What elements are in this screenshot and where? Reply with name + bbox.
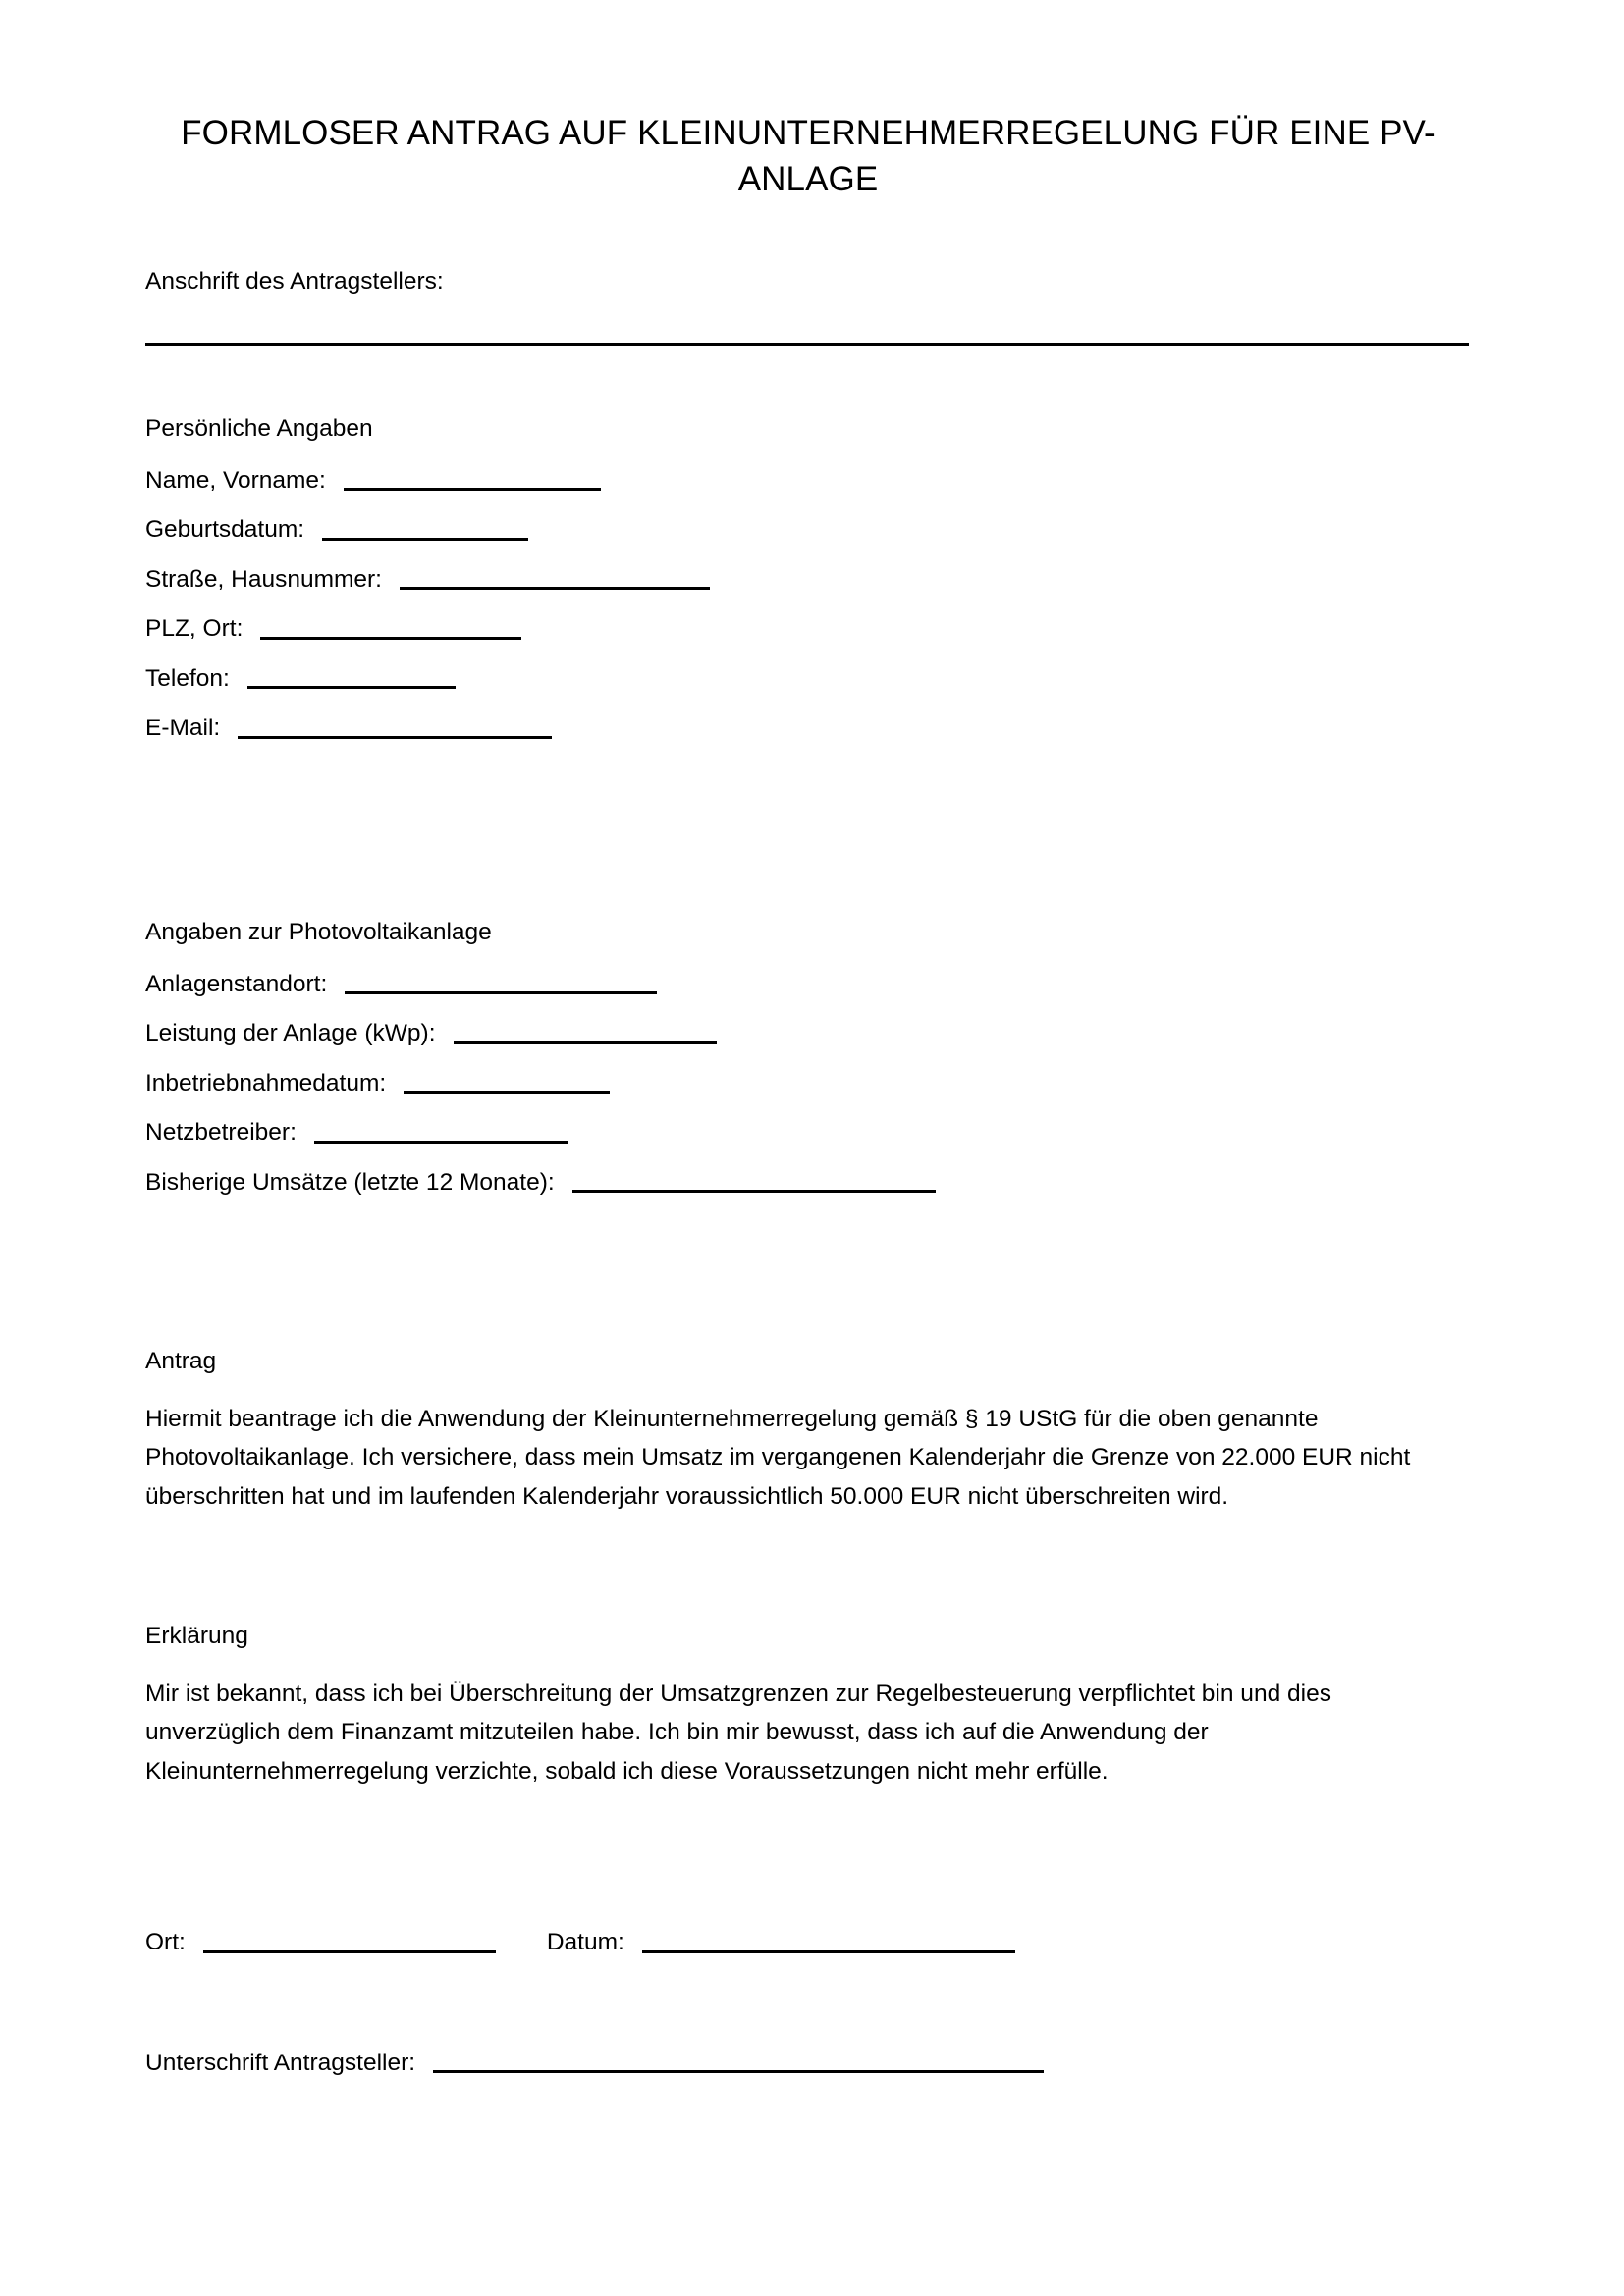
field-input-previous-revenue[interactable] [572,1190,936,1193]
field-label-commissioning-date: Inbetriebnahmedatum: [145,1069,387,1096]
personal-section [145,417,710,741]
place-input-rule[interactable] [203,1950,496,1953]
field-row-commissioning-date [145,1069,936,1096]
personal-section-heading: Persönliche Angaben [145,415,373,442]
field-row-location [145,970,936,997]
address-section [145,270,1469,346]
signature-input-rule[interactable] [433,2070,1044,2073]
field-row-name [145,466,710,494]
field-input-street[interactable] [400,587,710,590]
field-label-previous-revenue: Bisherige Umsätze (letzte 12 Monate): [145,1168,555,1196]
field-label-postalcity: PLZ, Ort: [145,615,244,642]
date-label: Datum: [546,1929,624,1955]
field-input-location[interactable] [345,991,657,994]
signature-label: Unterschrift Antragsteller: [145,2049,416,2076]
field-input-postalcity[interactable] [260,637,521,640]
pv-section-heading: Angaben zur Photovoltaikanlage [145,919,492,945]
antrag-section [145,1350,1469,1517]
field-label-grid-operator: Netzbetreiber: [145,1119,297,1146]
field-label-birthdate: Geburtsdatum: [145,516,305,543]
signature-section [145,1931,1044,2075]
address-section-label: Anschrift des Antragstellers: [145,268,444,294]
field-row-power [145,1022,936,1046]
erklaerung-section [145,1625,1469,1791]
field-row-street [145,565,710,593]
field-label-street: Straße, Hausnummer: [145,565,382,593]
erklaerung-section-heading: Erklärung [145,1623,248,1649]
page-title: FORMLOSER ANTRAG AUF KLEINUNTERNEHMERREGELUNG FÜR EINE PV-ANLAGE [181,114,1435,199]
erklaerung-section-body: Mir ist bekannt, dass ich bei Überschreitung der Umsatzgrenzen zur Regelbesteuerung verpflichtet bin und dies unverzüglich dem Finanzamt mitzuteilen habe. Ich bin mir bewusst, dass ich auf die Anwendung der Kleinunternehmerregelung verzichte, sobald ich diese Voraussetzungen nicht mehr erfülle. [145,1680,1331,1785]
pv-section [145,921,936,1195]
date-input-rule[interactable] [642,1950,1015,1953]
field-row-postalcity [145,617,710,642]
field-input-power[interactable] [454,1041,717,1044]
field-label-phone: Telefon: [145,665,230,692]
field-row-birthdate [145,518,710,543]
document-content [145,0,1471,2076]
field-row-grid-operator [145,1121,936,1146]
field-input-commissioning-date[interactable] [404,1091,610,1094]
field-row-phone [145,667,710,692]
place-label: Ort: [145,1929,186,1955]
antrag-section-body: Hiermit beantrage ich die Anwendung der Kleinunternehmerregelung gemäß § 19 UStG für die oben genannte Photovoltaikanlage. Ich versichere, dass mein Umsatz im vergangenen Kalenderjahr die Grenze von 22.000 EUR nicht überschritten hat und im laufenden Kalenderjahr voraussichtlich 50.000 EUR nicht überschreiten wird. [145,1405,1411,1510]
signature-row [145,2049,1044,2076]
field-input-phone[interactable] [247,686,456,689]
field-label-power: Leistung der Anlage (kWp): [145,1020,436,1046]
field-input-birthdate[interactable] [322,538,528,541]
field-input-name[interactable] [344,488,601,491]
field-row-email [145,717,710,741]
field-label-email: E-Mail: [145,715,221,741]
address-input-rule[interactable] [145,343,1469,346]
place-date-row [145,1931,1044,1955]
field-row-previous-revenue [145,1168,936,1196]
field-input-email[interactable] [238,736,552,739]
field-label-name: Name, Vorname: [145,466,326,494]
antrag-section-heading: Antrag [145,1348,217,1374]
field-input-grid-operator[interactable] [314,1141,568,1144]
field-label-location: Anlagenstandort: [145,970,328,997]
